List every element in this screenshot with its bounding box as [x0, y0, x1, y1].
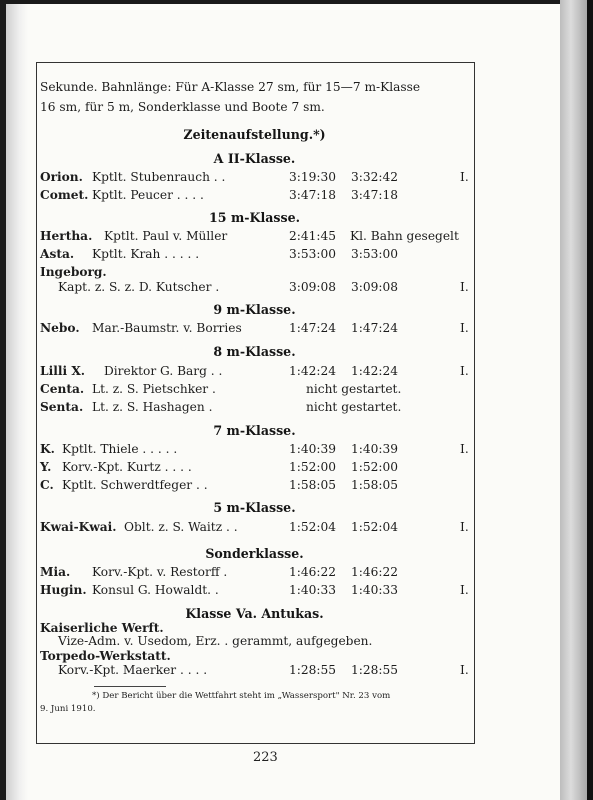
boat-name: K.	[40, 442, 55, 456]
footnote-line-1: *) Der Bericht über die Wettfahrt steht im „Wassersport" Nr. 23 vom	[92, 691, 391, 701]
section-title: 15 m-Klasse.	[209, 210, 300, 225]
result-row	[40, 565, 470, 579]
elapsed-time: 3:09:08	[289, 280, 336, 294]
result-row	[40, 364, 470, 378]
result-row	[40, 321, 470, 335]
elapsed-time: 1:28:55	[289, 663, 336, 677]
corrected-time: nicht gestartet.	[306, 382, 402, 396]
skipper-name: Mar.-Baumstr. v. Borries	[92, 321, 242, 335]
elapsed-time: 1:47:24	[289, 321, 336, 335]
skipper-name: Kptlt. Schwerdtfeger . .	[62, 478, 208, 492]
section-title: 7 m-Klasse.	[213, 423, 296, 438]
elapsed-time: 1:52:00	[289, 460, 336, 474]
skipper-name: Lt. z. S. Hashagen .	[92, 400, 213, 414]
boat-name: Orion.	[40, 170, 83, 184]
result-row	[40, 649, 470, 663]
corrected-time: 1:42:24	[351, 364, 398, 378]
result-row	[40, 229, 470, 243]
skipper-name: Kapt. z. S. z. D. Kutscher .	[58, 280, 220, 294]
skipper-name: Kptlt. Thiele . . . . .	[62, 442, 178, 456]
corrected-time: 3:09:08	[351, 280, 398, 294]
section-title: 5 m-Klasse.	[213, 500, 296, 515]
corrected-time: 3:47:18	[351, 188, 398, 202]
result-row	[40, 280, 470, 294]
corrected-time: 1:58:05	[351, 478, 398, 492]
boat-name: Y.	[40, 460, 52, 474]
boat-name: Asta.	[40, 247, 75, 261]
boat-name: Kwai-Kwai.	[40, 520, 117, 534]
elapsed-time: 3:47:18	[289, 188, 336, 202]
page-edge-stack	[560, 0, 587, 800]
placing: I.	[460, 663, 469, 677]
skipper-name: Lt. z. S. Pietschker .	[92, 382, 216, 396]
result-row	[40, 442, 470, 456]
skipper-name: Kptlt. Krah . . . . .	[92, 247, 200, 261]
section-title: 9 m-Klasse.	[213, 302, 296, 317]
elapsed-time: 1:58:05	[289, 478, 336, 492]
result-row	[40, 583, 470, 597]
elapsed-time: 1:52:04	[289, 520, 336, 534]
skipper-name: Kptlt. Paul v. Müller	[104, 229, 228, 243]
boat-name: Senta.	[40, 400, 84, 414]
corrected-time: 1:40:39	[351, 442, 398, 456]
elapsed-time: 3:19:30	[289, 170, 336, 184]
section-title: Sonderklasse.	[205, 546, 304, 561]
elapsed-time: 1:40:33	[289, 583, 336, 597]
footnote-line-2: 9. Juni 1910.	[40, 704, 96, 714]
boat-name: Centa.	[40, 382, 85, 396]
skipper-name: Korv.-Kpt. Maerker . . . .	[58, 663, 208, 677]
boat-name: Nebo.	[40, 321, 80, 335]
background-edge	[587, 0, 593, 800]
boat-name: Hugin.	[40, 583, 87, 597]
placing: I.	[460, 364, 469, 378]
placing: I.	[460, 583, 469, 597]
placing: I.	[460, 442, 469, 456]
section-title: 8 m-Klasse.	[213, 344, 296, 359]
result-row	[40, 188, 470, 202]
result-row	[40, 460, 470, 474]
result-row	[40, 247, 470, 261]
placing: I.	[460, 280, 469, 294]
boat-name: Ingeborg.	[40, 265, 107, 279]
result-row	[40, 478, 470, 492]
elapsed-time: 1:46:22	[289, 565, 336, 579]
book-page	[6, 4, 566, 800]
corrected-time: 1:52:04	[351, 520, 398, 534]
result-row	[40, 265, 470, 279]
placing: I.	[460, 520, 469, 534]
boat-name: C.	[40, 478, 54, 492]
boat-name: Torpedo-Werkstatt.	[40, 649, 171, 663]
elapsed-time: 2:41:45	[289, 229, 336, 243]
intro-line-2: 16 sm, für 5 m, Sonderklasse und Boote 7 sm.	[40, 100, 325, 114]
corrected-time: Kl. Bahn gesegelt	[350, 229, 459, 243]
page-number: 223	[253, 750, 278, 765]
result-row	[40, 382, 470, 396]
placing: I.	[460, 170, 469, 184]
intro-line-1: Sekunde. Bahnlänge: Für A-Klasse 27 sm, für 15—7 m-Klasse	[40, 80, 421, 94]
result-row	[40, 170, 470, 184]
result-row	[40, 663, 470, 677]
page-spine-shadow	[6, 4, 28, 800]
skipper-name: Oblt. z. S. Waitz . .	[124, 520, 238, 534]
corrected-time: 3:53:00	[351, 247, 398, 261]
skipper-name: Direktor G. Barg . .	[104, 364, 223, 378]
skipper-name: Korv.-Kpt. v. Restorff .	[92, 565, 228, 579]
boat-name: Kaiserliche Werft.	[40, 621, 164, 635]
elapsed-time: 1:42:24	[289, 364, 336, 378]
skipper-name: Vize-Adm. v. Usedom, Erz. . gerammt, aufgegeben.	[58, 634, 373, 648]
heading-main: Zeitenaufstellung.*)	[183, 127, 326, 142]
corrected-time: 1:47:24	[351, 321, 398, 335]
corrected-time: 1:46:22	[351, 565, 398, 579]
result-row	[40, 400, 470, 414]
result-row	[40, 520, 470, 534]
section-title: A II-Klasse.	[213, 151, 296, 166]
elapsed-time: 1:40:39	[289, 442, 336, 456]
result-row	[40, 621, 470, 635]
corrected-time: 3:32:42	[351, 170, 398, 184]
corrected-time: 1:40:33	[351, 583, 398, 597]
skipper-name: Kptlt. Stubenrauch . .	[92, 170, 226, 184]
elapsed-time: 3:53:00	[289, 247, 336, 261]
placing: I.	[460, 321, 469, 335]
corrected-time: 1:28:55	[351, 663, 398, 677]
boat-name: Lilli X.	[40, 364, 86, 378]
skipper-name: Konsul G. Howaldt. .	[92, 583, 219, 597]
section-title: Klasse Va. Antukas.	[185, 606, 324, 621]
skipper-name: Korv.-Kpt. Kurtz . . . .	[62, 460, 192, 474]
corrected-time: nicht gestartet.	[306, 400, 402, 414]
corrected-time: 1:52:00	[351, 460, 398, 474]
skipper-name: Kptlt. Peucer . . . .	[92, 188, 204, 202]
boat-name: Hertha.	[40, 229, 93, 243]
result-row	[40, 634, 470, 648]
boat-name: Mia.	[40, 565, 71, 579]
boat-name: Comet.	[40, 188, 89, 202]
footnote-separator	[94, 686, 166, 687]
